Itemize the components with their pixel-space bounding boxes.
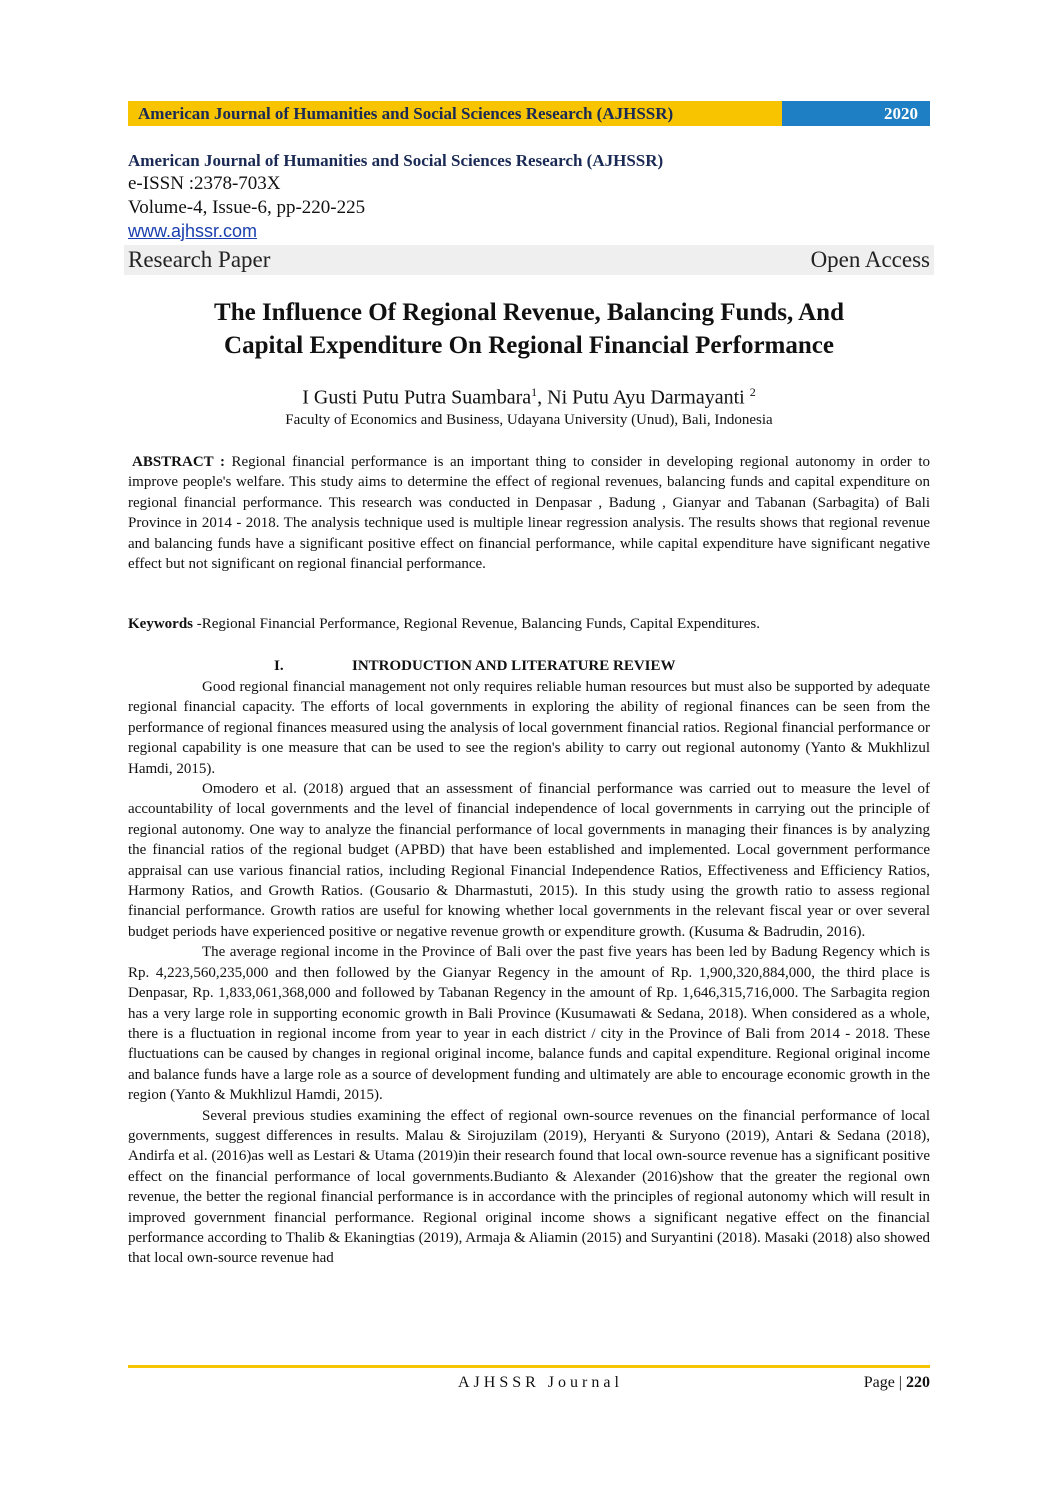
paragraph: The average regional income in the Province of Bali over the past five years has been led by Badung Regency which is Rp. 4,223,560,235,000 and then followed by the Gianyar Regency in the amount of Rp. 1,900,320,884,000, the third place is Denpasar, Rp. 1,833,061,368,000 and followed by Tabanan Regency in the amount of Rp. 1,646,315,716,000. The Sarbagita region has a very large role in supporting economic growth in Bali Province (Kusumawati & Sedana, 2018). When considered as a whole, there is a fluctuation in regional income from year to year in each district / city in the Province of Bali from 2014 - 2018. These fluctuations can be caused by changes in regional original income, balance funds and capital expenditure. Regional original income and balance funds have a large role as a source of development funding and ultimately are able to encourage economic growth in the region (Yanto & Mukhlizul Hamdi, 2015). [128,944,930,1104]
keywords-text: -Regional Financial Performance, Regional Revenue, Balancing Funds, Capital Expenditures. [193,616,760,632]
running-header-journal: American Journal of Humanities and Social Sciences Research (AJHSSR) [128,101,782,126]
paper-title-line-2: Capital Expenditure On Regional Financial Performance [224,332,834,359]
author-separator: , [537,386,548,409]
website-link[interactable]: www.ajhssr.com [128,221,258,241]
authors [128,380,930,410]
footer-page-label: Page | [863,1374,906,1391]
issn: e-ISSN :2378-703X [128,173,281,194]
running-header-year: 2020 [782,101,930,126]
paper-title [128,296,930,362]
paragraph: Omodero et al. (2018) argued that an assessment of financial performance was carried out to measure the level of accountability of local governments and the level of financial independence of local governments in carrying out the principle of regional autonomy. One way to analyze the financial performance of local governments in managing their finances is by analyzing the financial ratios of the regional budget (APBD) that have been established and implemented. Local government performance appraisal can use various financial ratios, including Regional Financial Independence Ratios, Effectiveness and Efficiency Ratios, Harmony Ratios, and Growth Ratios. (Gousario & Dharmastuti, 2015). In this study using the growth ratio to assess regional financial performance. Growth ratios are useful for knowing whether local governments in the relevant fiscal year or over several budget periods have experienced positive or negative revenue growth or expenditure growth. (Kusuma & Badrudin, 2016). [128,781,930,940]
journal-name: American Journal of Humanities and Social Sciences Research (AJHSSR) [128,151,664,170]
footer-page [864,1374,930,1392]
author-1-affil-mark: 1 [531,385,538,399]
author-1: I Gusti Putu Putra Suambara [302,386,532,409]
author-2: Ni Putu Ayu Darmayanti [547,386,750,409]
page-number: 220 [906,1374,930,1391]
volume-issue: Volume-4, Issue-6, pp-220-225 [128,197,366,218]
access-type: Open Access [810,247,930,272]
paper-type: Research Paper [128,247,271,272]
affiliation: Faculty of Economics and Business, Udayana University (Unud), Bali, Indonesia [285,412,773,428]
page-footer [128,1374,930,1396]
paragraph: Good regional financial management not only requires reliable human resources but must also be supported by adequate regional financial capacity. The efforts of local governments in exploring the ability of regional finances can be seen from the performance of regional finances measured using the analysis of local government financial ratios. Regional financial performance or regional capability is one measure that can be used to see the region's ability to carry out regional autonomy (Yanto & Mukhlizul Hamdi, 2015). [128,679,930,777]
section-number: I. [274,658,284,674]
keywords [128,614,930,634]
abstract-text: Regional financial performance is an important thing to consider in developing regional autonomy in order to improve people's welfare. This study aims to determine the effect of regional revenues, balancing funds and capital expenditure on regional financial performance. This research was conducted in Denpasar , Badung , Gianyar and Tabanan (Sarbagita) of Bali Province in 2014 - 2018. The analysis technique used is multiple linear regression analysis. The results shows that regional revenue and balancing funds have a significant positive effect on financial performance, while capital expenditure have significant negative effect but not significant on regional financial performance. [128,454,930,573]
journal-meta [128,150,930,242]
author-2-affil-mark: 2 [749,385,756,399]
footer-rule [128,1365,930,1368]
paragraph: Several previous studies examining the effect of regional own-source revenues on the financial performance of local governments, suggest differences in results. Malau & Sirojuzilam (2019), Heryanti & Suryono (2019), Antari & Sedana (2018), Andirfa et al. (2016)as well as Lestari & Utama (2019)in their research found that local own-source revenue has a significant positive effect on the financial performance of local governments.Budianto & Alexander (2016)show that the greater the regional own revenue, the better the regional financial performance is in accordance with the principles of regional autonomy which will result in improved government financial performance. Regional original income shows a significant negative effect on the financial performance according to Thalib & Ekaningtias (2019), Armaja & Aliamin (2015) and Suryantini (2018). Masaki (2018) also showed that local own-source revenue had [128,1107,930,1267]
abstract [128,452,930,574]
section-title: INTRODUCTION AND LITERATURE REVIEW [352,658,676,674]
footer-journal: AJHSSR Journal [458,1374,623,1391]
paper-title-line-1: The Influence Of Regional Revenue, Balancing Funds, And [214,299,844,326]
running-header [128,101,930,126]
abstract-label: ABSTRACT : [132,454,225,470]
keywords-label: Keywords [128,616,193,632]
paper-type-bar [124,245,934,275]
body-text [128,677,930,1269]
